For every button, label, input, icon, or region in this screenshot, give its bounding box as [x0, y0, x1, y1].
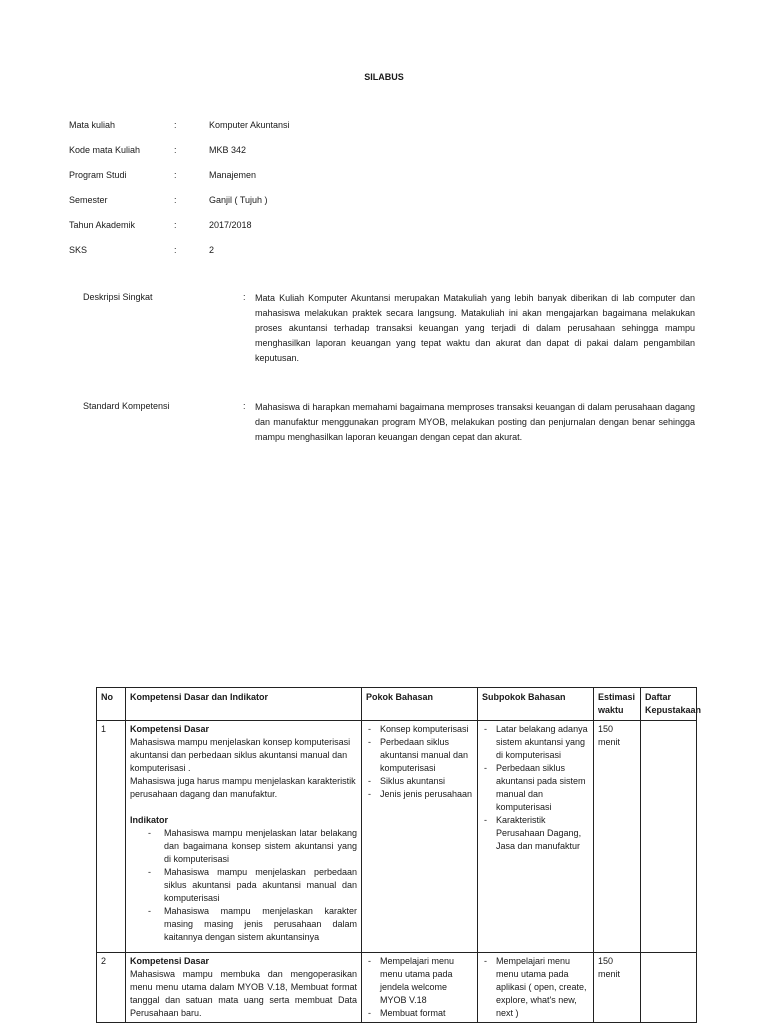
- info-value: MKB 342: [209, 145, 247, 155]
- header-estimasi: Estimasi waktu: [594, 688, 641, 721]
- indikator-list: [130, 827, 357, 944]
- info-row-program-studi: [69, 169, 290, 194]
- info-label: Semester: [69, 195, 108, 205]
- kd-title: Kompetensi Dasar: [130, 956, 210, 966]
- info-label: Kode mata Kuliah: [69, 145, 141, 155]
- list-item: - Jenis jenis perusahaan: [366, 788, 473, 801]
- pokok-list: [366, 955, 473, 1020]
- list-item: - Mempelajari menu menu utama pada jendela welcome MYOB V.18: [366, 955, 473, 1007]
- syllabus-table: [96, 687, 702, 1023]
- cell-estimasi: 150 menit: [594, 721, 641, 953]
- cell-daftar: [641, 953, 697, 1023]
- cell-subpokok: [478, 721, 594, 953]
- header-kompetensi: Kompetensi Dasar dan Indikator: [126, 688, 362, 721]
- kd-text: Mahasiswa mampu menjelaskan konsep komputerisasi akuntansi dan perbedaan siklus akuntansi manual dan komputerisasi .: [130, 737, 351, 773]
- list-item: - Perbedaan siklus akuntansi manual dan komputerisasi: [366, 736, 473, 775]
- subpokok-list: [482, 955, 589, 1020]
- header-pokok: Pokok Bahasan: [362, 688, 478, 721]
- pokok-list: [366, 723, 473, 801]
- info-label: Tahun Akademik: [69, 220, 136, 230]
- info-colon: :: [174, 245, 177, 255]
- kd-text-2: Mahasiswa juga harus mampu menjelaskan karakteristik perusahaan dagang dan manufaktur.: [130, 776, 356, 799]
- table-row: [97, 721, 697, 953]
- info-colon: :: [174, 120, 177, 130]
- cell-pokok: [362, 953, 478, 1023]
- info-label: SKS: [69, 245, 88, 255]
- header-no: No: [97, 688, 126, 721]
- list-item: - Karakteristik Perusahaan Dagang, Jasa dan manufaktur: [482, 814, 589, 853]
- header-daftar: Daftar Kepustakaan: [641, 688, 697, 721]
- info-value: Manajemen: [209, 170, 257, 180]
- kd-text: Mahasiswa mampu membuka dan mengoperasikan menu menu utama dalam MYOB V.18, Membuat format tanggal dan satuan mata uang serta membuat Data Perusahaan baru.: [130, 969, 357, 1018]
- kd-title: Kompetensi Dasar: [130, 724, 210, 734]
- list-item: - Konsep komputerisasi: [366, 723, 473, 736]
- deskripsi-block: [83, 291, 695, 366]
- list-item: - Perbedaan siklus akuntansi pada sistem manual dan komputerisasi: [482, 762, 589, 814]
- info-colon: :: [174, 220, 177, 230]
- deskripsi-colon: :: [243, 292, 246, 302]
- table-row: [97, 953, 697, 1023]
- info-colon: :: [174, 195, 177, 205]
- cell-estimasi: 150 menit: [594, 953, 641, 1023]
- info-row-sks: [69, 244, 290, 269]
- cell-pokok: [362, 721, 478, 953]
- info-value: Ganjil ( Tujuh ): [209, 195, 268, 205]
- indikator-title: Indikator: [130, 815, 169, 825]
- list-item: - Siklus akuntansi: [366, 775, 473, 788]
- list-item: - Mahasiswa mampu menjelaskan karakter masing masing jenis perusahaan dalam kaitannya dengan sistem akuntansinya: [146, 905, 357, 944]
- info-row-tahun-akademik: [69, 219, 290, 244]
- deskripsi-label: Deskripsi Singkat: [83, 292, 153, 302]
- info-value: 2: [209, 245, 215, 255]
- info-row-mata-kuliah: [69, 119, 290, 144]
- standard-label: Standard Kompetensi: [83, 401, 170, 411]
- info-value: 2017/2018: [209, 220, 252, 230]
- standard-text: Mahasiswa di harapkan memahami bagaimana memproses transaksi keuangan di dalam perusahaan dagang dan manufaktur menggunakan program MYOB, melakukan posting dan penjurnalan dengan benar sehingga mampu menghasilkan laporan keuangan dengan cepat dan akurat.: [255, 402, 695, 442]
- list-item: - Latar belakang adanya sistem akuntansi yang di komputerisasi: [482, 723, 589, 762]
- list-item: - Membuat format: [366, 1007, 473, 1020]
- info-row-semester: [69, 194, 290, 219]
- cell-subpokok: [478, 953, 594, 1023]
- standard-colon: :: [243, 401, 246, 411]
- info-colon: :: [174, 170, 177, 180]
- cell-no: 2: [97, 953, 126, 1023]
- list-item: - Mahasiswa mampu menjelaskan perbedaan siklus akuntansi pada akuntansi manual dan komputerisasi: [146, 866, 357, 905]
- header-subpokok: Subpokok Bahasan: [478, 688, 594, 721]
- subpokok-list: [482, 723, 589, 853]
- page-title: SILABUS: [364, 72, 404, 82]
- cell-kompetensi: [126, 721, 362, 953]
- list-item: - Mempelajari menu menu utama pada aplikasi ( open, create, explore, what's new, next ): [482, 955, 589, 1020]
- info-colon: :: [174, 145, 177, 155]
- info-label: Program Studi: [69, 170, 127, 180]
- info-value: Komputer Akuntansi: [209, 120, 290, 130]
- list-item: - Mahasiswa mampu menjelaskan latar belakang dan bagaimana konsep sistem akuntansi yang di komputerisasi: [146, 827, 357, 866]
- cell-daftar: [641, 721, 697, 953]
- table-header-row: [97, 688, 697, 721]
- info-label: Mata kuliah: [69, 120, 116, 130]
- course-info: [69, 119, 290, 269]
- cell-no: 1: [97, 721, 126, 953]
- info-row-kode: [69, 144, 290, 169]
- deskripsi-text: Mata Kuliah Komputer Akuntansi merupakan Matakuliah yang lebih banyak diberikan di lab computer dan mahasiswa melakukan praktek secara langsung. Matakuliah ini akan mengajarkan bagaimana melakukan proses akuntansi terhadap transaksi keuangan yang terjadi di dalam perusahaan sehingga mampu menghasilkan laporan keuangan yang tepat waktu dan akurat dan dapat di pakai dalam pengambilan keputusan.: [255, 293, 695, 363]
- standard-block: [83, 400, 695, 445]
- cell-kompetensi: [126, 953, 362, 1023]
